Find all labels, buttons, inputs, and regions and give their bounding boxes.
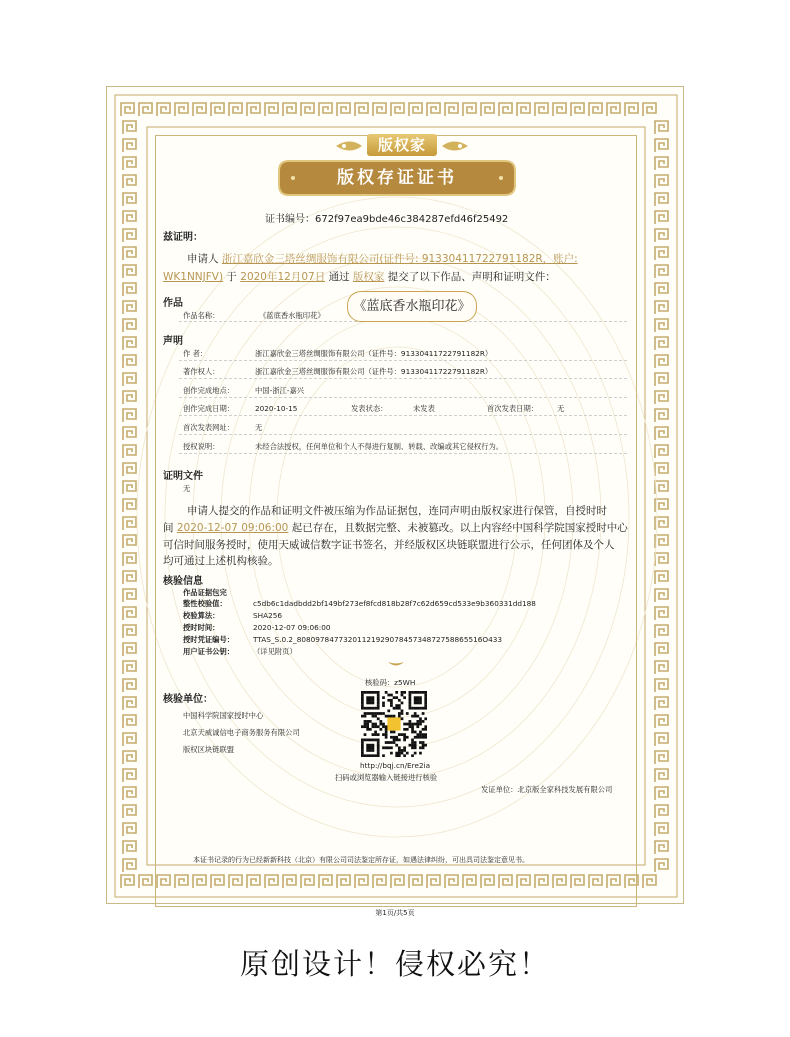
- divider: [179, 453, 627, 454]
- divider: [179, 360, 627, 361]
- unit-item: 北京天威诚信电子商务服务有限公司: [183, 728, 300, 737]
- first-publish-date-label: 首次发表日期：: [487, 404, 539, 413]
- summary-line-2: [163, 520, 628, 535]
- statement-text: 通过: [328, 271, 350, 283]
- issuer: 发证单位：北京版全家科技发展有限公司: [481, 785, 613, 794]
- author-label: 作 者：: [183, 349, 208, 358]
- hash-value: c5db6c1dadbdd2bf149bf273ef8fcd818b28f7c62d659cd533e9b360331dd188: [253, 599, 536, 608]
- first-publish-date-value: 无: [557, 404, 565, 413]
- legal-note: 本证书记录的行为已经新新科技（北京）有限公司司法鉴定所存证，如遇法律纠纷，可出具司法鉴定意见书。: [193, 856, 529, 864]
- cert-label: 用户证书公钥：: [183, 647, 235, 656]
- units-section-title: 核验单位：: [163, 694, 213, 705]
- author-value: 浙江嘉欣金三塔丝绸服饰有限公司（证件号：91330411722791182R）: [255, 349, 493, 358]
- date-value: 2020-10-15: [255, 404, 298, 413]
- first-publish-url-label: 首次发表网址：: [183, 423, 235, 432]
- certificate-number: [265, 210, 508, 225]
- ornament-icon: [386, 659, 406, 669]
- tsa-label: 授时凭证编号：: [183, 635, 235, 644]
- work-name-label: 作品名称：: [183, 311, 220, 320]
- tsa-value: TTAS_S.0.2_8080978477320112192907845734872758865516O433: [253, 635, 503, 644]
- owner-label: 著作权人：: [183, 367, 220, 376]
- account-link[interactable]: WK1NNJFV): [163, 271, 224, 283]
- certificate-sheet: [106, 86, 684, 904]
- brand-name: 版权家: [367, 134, 437, 156]
- statement-text: 提交了以下作品、声明和证明文件：: [387, 271, 556, 283]
- verify-section-title: 核验信息: [163, 576, 203, 587]
- summary-line-1: 申请人提交的作品和证明文件被压缩为作品证据包，连同声明由版权家进行保管，自授时时: [187, 505, 607, 517]
- place-value: 中国-浙江-嘉兴: [255, 386, 305, 395]
- cert-value: （详见附页）: [253, 647, 297, 656]
- summary-text: 间: [163, 522, 174, 534]
- unit-item: 中国科学院国家授时中心: [183, 711, 264, 720]
- hash-label: 整性校验值：: [183, 599, 227, 608]
- summary-line-3: 可信时间服务授时，使用天威诚信数字证书签名，并经版权区块链联盟进行公示，任何团体及个人: [163, 539, 615, 551]
- time-value: 2020-12-07 09:06:00: [253, 623, 331, 632]
- proof-value: 无: [183, 484, 191, 493]
- title-banner: [277, 159, 517, 197]
- license-label: 授权说明：: [183, 442, 220, 451]
- publish-status-value: 未发表: [413, 404, 435, 413]
- platform-link[interactable]: 版权家: [352, 271, 385, 283]
- timestamp-link[interactable]: 2020-12-07 09:06:00: [176, 522, 289, 534]
- time-label: 授时时间：: [183, 623, 220, 632]
- package-label: 作品证据包完: [183, 588, 227, 597]
- qr-hint: 扫码或浏览器输入链接进行核验: [335, 773, 438, 782]
- certificate-title: 版权存证证书: [337, 168, 457, 188]
- algorithm-label: 校验算法：: [183, 611, 220, 620]
- page-indicator: 第1页/共5页: [375, 909, 415, 917]
- unit-item: 版权区块链联盟: [183, 745, 235, 754]
- certificate-number-value: 672f97ea9bde46c384287efd46f25492: [315, 214, 509, 225]
- divider: [179, 415, 627, 416]
- work-title-badge: 《蓝底香水瓶印花》: [347, 291, 477, 322]
- algorithm-value: SHA256: [253, 611, 283, 620]
- divider: [179, 378, 627, 379]
- divider: [179, 434, 627, 435]
- qr-url[interactable]: http://bqj.cn/Ere2ia: [360, 761, 431, 770]
- date-label: 创作完成日期：: [183, 404, 235, 413]
- qr-code-label: 核验码：z5WH: [365, 678, 416, 687]
- statement-text: 申请人: [187, 253, 219, 265]
- summary-line-4: 均可通过上述机构核验。: [163, 555, 279, 567]
- statement-text: 于: [226, 271, 237, 283]
- applicant-link[interactable]: 浙江嘉欣金三塔丝绸服饰有限公司(证件号: 91330411722791182R，账户:: [221, 253, 578, 265]
- brand-logo: [332, 133, 472, 159]
- certificate-number-label: 证书编号：: [265, 214, 315, 225]
- qr-code-icon[interactable]: [361, 691, 427, 757]
- statement-line-2: [163, 269, 556, 284]
- hereby-heading: 兹证明：: [163, 232, 203, 243]
- place-label: 创作完成地点：: [183, 386, 235, 395]
- statement-line-1: [187, 251, 578, 266]
- owner-value: 浙江嘉欣金三塔丝绸服饰有限公司（证件号：91330411722791182R）: [255, 367, 493, 376]
- proof-section-title: 证明文件: [163, 471, 203, 482]
- summary-text: 起已存在，且数据完整、未被篡改。以上内容经中国科学院国家授时中心: [291, 522, 628, 534]
- work-name-value: 《蓝底香水瓶印花》: [259, 311, 325, 320]
- divider: [179, 397, 627, 398]
- date-link[interactable]: 2020年12月07日: [240, 271, 326, 283]
- first-publish-url-value: 无: [255, 423, 263, 432]
- publish-status-label: 发表状态：: [351, 404, 388, 413]
- work-section-title: 作品: [163, 298, 183, 309]
- declaration-section-title: 声明: [163, 336, 183, 347]
- slogan: 原创设计！侵权必究！: [239, 947, 550, 981]
- license-value: 未经合法授权，任何单位和个人不得进行复制、转载、改编或其它侵权行为。: [255, 442, 504, 451]
